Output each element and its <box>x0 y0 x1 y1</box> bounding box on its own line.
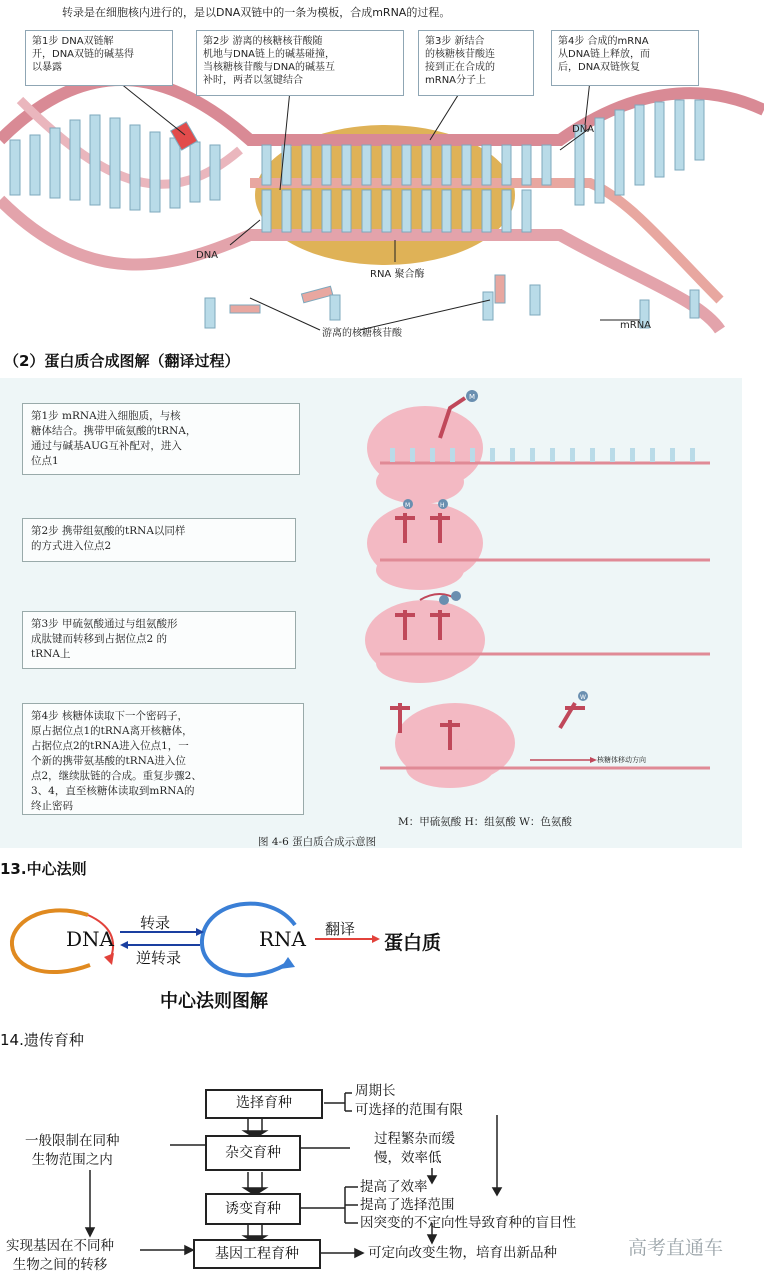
ribosome-illustrations <box>0 378 742 848</box>
note-same-species: 一般限制在同种 生物范围之内 <box>25 1133 120 1168</box>
ribosome-direction-label: 核糖体移动方向 <box>597 756 646 764</box>
rna-label: RNA <box>259 927 307 951</box>
label-dna-left: DNA <box>196 250 219 261</box>
transcription-arrow-label: 转录 <box>140 914 171 932</box>
protein-label: 蛋白质 <box>384 932 442 954</box>
ribosome-stage-4 <box>380 691 710 788</box>
note-slow-process: 过程繁杂而缓 慢，效率低 <box>374 1131 455 1166</box>
amino-acid-legend: M：甲硫氨酸 H：组氨酸 W：色氨酸 <box>398 816 572 828</box>
label-dna-top: DNA <box>572 124 595 135</box>
dna-label: DNA <box>66 927 114 951</box>
label-free-nucleotides: 游离的核糖核苷酸 <box>322 328 402 339</box>
translation-step-2: 第2步 携带组氨酸的tRNA以同样 的方式进入位点2 <box>22 518 296 562</box>
label-mrna: mRNA <box>620 320 652 331</box>
amino-acid-m-1: M <box>469 393 476 401</box>
genetic-engineering-box: 基因工程育种 <box>193 1239 321 1269</box>
ribosome-stage-3 <box>365 591 710 683</box>
note-directed-change: 可定向改变生物，培育出新品种 <box>368 1245 557 1261</box>
note-wider-range: 提高了选择范围 <box>360 1197 455 1213</box>
translation-step-4: 第4步 核糖体读取下一个密码子， 原占据位点1的tRNA离开核糖体， 占据位点2的tRNA进入位点1，一 个新的携带氨基酸的tRNA进入位 点2，继续肽链的合成。重复步骤2、 3、4，直至核糖体读取到mRNA的 终止密码 <box>22 703 304 815</box>
reverse-transcription-label: 逆转录 <box>136 949 182 967</box>
note-limited-range: 可选择的范围有限 <box>355 1102 463 1118</box>
translation-figure <box>0 378 742 848</box>
section-2-title: （2）蛋白质合成图解（翻译过程） <box>4 352 240 370</box>
section-14-title: 14.遗传育种 <box>0 1031 84 1049</box>
central-dogma-caption: 中心法则图解 <box>160 991 268 1012</box>
amino-acid-w-4: W <box>580 694 586 701</box>
transcription-figure <box>0 0 764 345</box>
note-long-cycle: 周期长 <box>355 1083 396 1099</box>
transcription-step-1: 第1步 DNA双链解 开，DNA双链的碱基得 以暴露 <box>25 30 173 86</box>
note-cross-species: 实现基因在不同种 生物之间的转移 <box>6 1238 114 1273</box>
section-13-title: 13.中心法则 <box>0 860 87 878</box>
translation-step-3: 第3步 甲硫氨酸通过与组氨酸形 成肽键而转移到占据位点2 的 tRNA上 <box>22 611 296 669</box>
transcription-step-3: 第3步 新结合 的核糖核苷酸连 接到正在合成的 mRNA分子上 <box>418 30 534 96</box>
selection-breeding-box: 选择育种 <box>205 1089 323 1119</box>
note-blindness: 因突变的不定向性导致育种的盲目性 <box>360 1215 576 1231</box>
translation-step-1: 第1步 mRNA进入细胞质，与核 糖体结合。携带甲硫氨酸的tRNA， 通过与碱基AUG互补配对，进入 位点1 <box>22 403 300 475</box>
label-rna-polymerase: RNA 聚合酶 <box>370 269 425 280</box>
transcription-step-2: 第2步 游离的核糖核苷酸随 机地与DNA链上的碱基碰撞， 当核糖核苷酸与DNA的碱基互 补时，两者以氢键结合 <box>196 30 404 96</box>
central-dogma-diagram <box>0 895 500 1015</box>
note-efficiency: 提高了效率 <box>360 1179 428 1195</box>
ribosome-stage-2 <box>367 499 710 590</box>
mutation-breeding-box: 诱变育种 <box>205 1193 301 1225</box>
translation-arrow-label: 翻译 <box>325 920 356 938</box>
transcription-header: 转录是在细胞核内进行的，是以DNA双链中的一条为模板，合成mRNA的过程。 <box>62 6 451 19</box>
amino-acid-h-2: H <box>440 502 445 509</box>
transcription-step-4: 第4步 合成的mRNA 从DNA链上释放，而 后，DNA双链恢复 <box>551 30 699 86</box>
hybrid-breeding-box: 杂交育种 <box>205 1135 301 1171</box>
ribosome-stage-1 <box>367 390 710 504</box>
watermark: 高考直通车 <box>628 1237 724 1259</box>
figure-4-6-caption: 图 4-6 蛋白质合成示意图 <box>258 836 377 848</box>
amino-acid-m-2: M <box>405 502 411 509</box>
